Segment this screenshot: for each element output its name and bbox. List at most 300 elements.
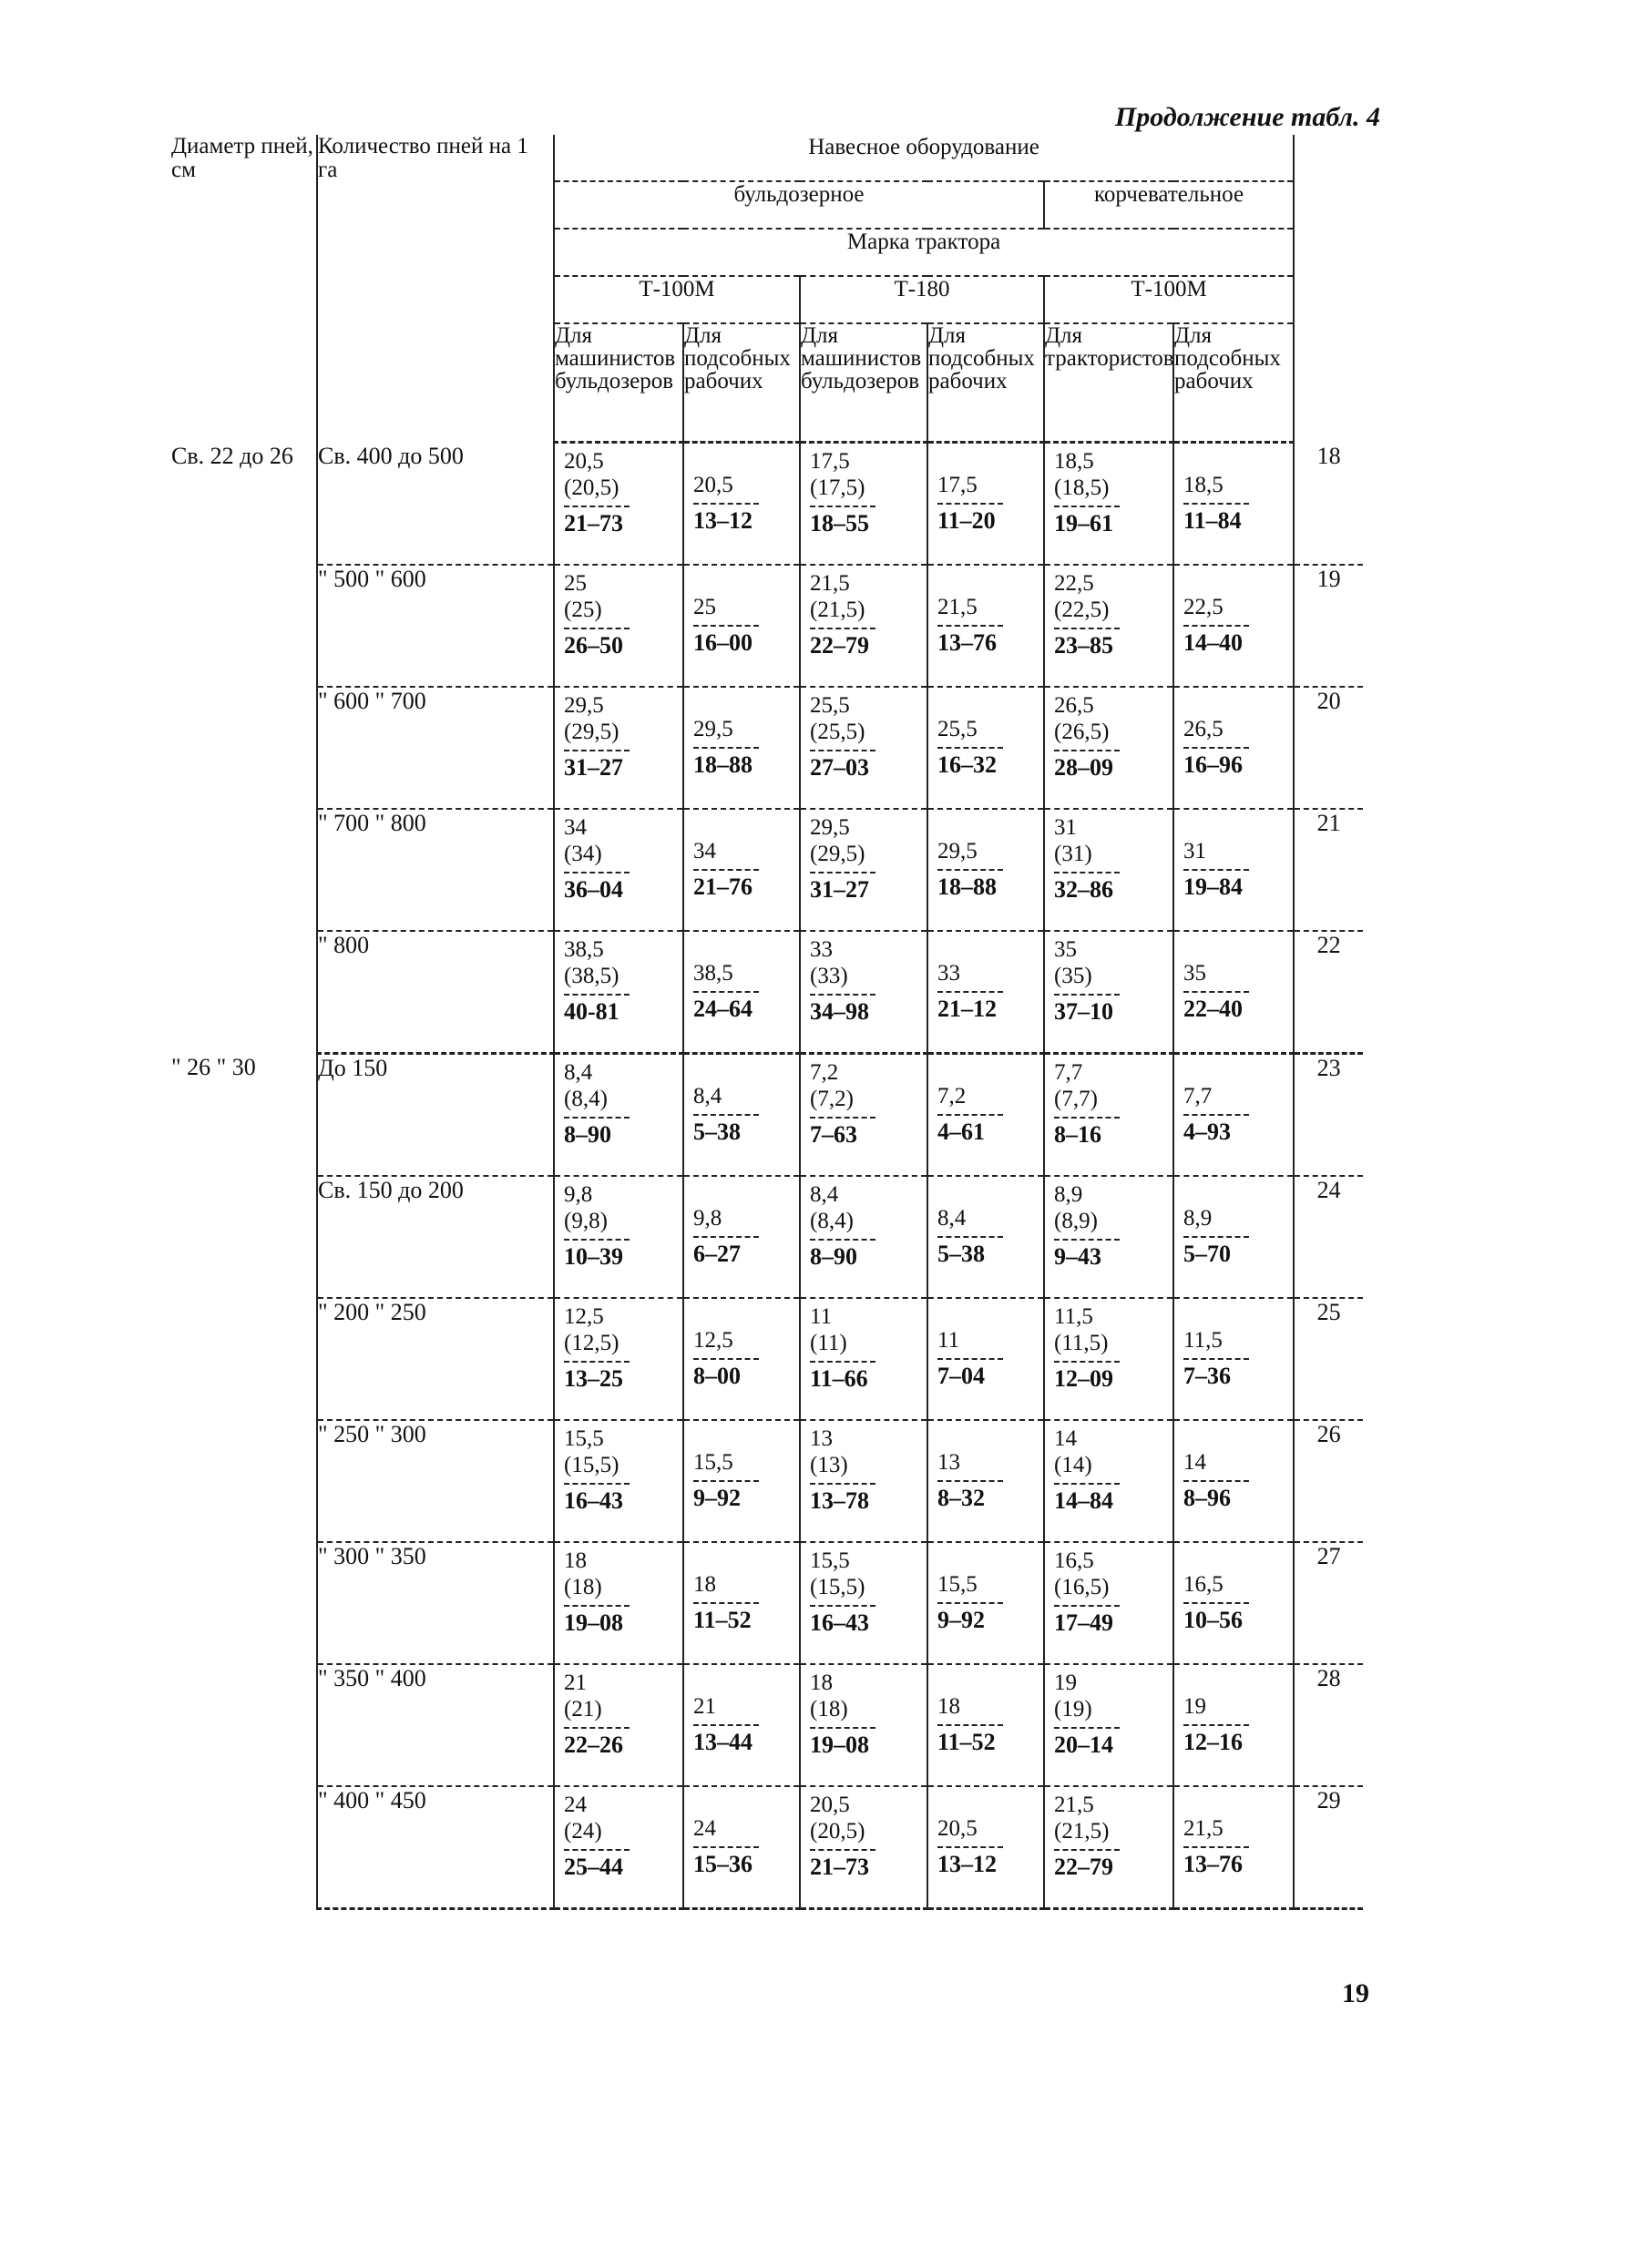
norm-value-paren: (9,8) [564, 1209, 608, 1233]
norm-cell [1044, 931, 1173, 1054]
table-row [171, 443, 1363, 566]
stump-count-cell: " 500 " 600 [317, 565, 554, 687]
norm-value: 11 [937, 1328, 960, 1353]
fraction-line [564, 994, 630, 996]
norm-cell [927, 1786, 1044, 1909]
table-caption: Продолжение табл. 4 [1114, 102, 1380, 132]
norm-value-paren: (18) [810, 1697, 848, 1721]
fraction-line [1054, 1239, 1120, 1241]
norm-value-paren: (8,4) [810, 1209, 854, 1233]
fraction-line [810, 1117, 875, 1119]
fraction-line [1183, 1846, 1249, 1848]
norm-value: 26,5 [1054, 693, 1094, 718]
rate-value: 32–86 [1054, 876, 1113, 903]
norm-cell [1044, 809, 1173, 931]
rate-value: 16–43 [810, 1609, 869, 1636]
fraction-line [1054, 628, 1120, 629]
row-number: 25 [1294, 1298, 1363, 1420]
norm-value: 8,4 [693, 1084, 722, 1108]
norm-cell [800, 1786, 927, 1909]
norm-cell [927, 1054, 1044, 1177]
norm-cell [927, 1420, 1044, 1542]
norm-cell [554, 565, 683, 687]
row-number: 18 [1294, 443, 1363, 566]
rate-value: 7–63 [810, 1121, 857, 1148]
fraction-line [810, 750, 875, 751]
fraction-line [1183, 1358, 1249, 1360]
norm-value: 13 [810, 1426, 833, 1451]
rate-value: 16–00 [693, 629, 753, 656]
rate-value: 26–50 [564, 632, 623, 659]
rate-value: 11–20 [937, 507, 996, 534]
norm-value-paren: (22,5) [1054, 598, 1110, 622]
rate-value: 8–16 [1054, 1121, 1101, 1148]
norm-value: 17,5 [937, 473, 978, 497]
fraction-line [1183, 991, 1249, 993]
table-row [171, 1420, 1363, 1542]
norm-value: 18,5 [1183, 473, 1224, 497]
norm-cell [1173, 1298, 1294, 1420]
fraction-line [1183, 1480, 1249, 1482]
row-number: 28 [1294, 1664, 1363, 1786]
norm-cell [683, 1664, 800, 1786]
norm-value: 7,7 [1183, 1084, 1213, 1108]
rate-value: 25–44 [564, 1854, 623, 1880]
fraction-line [693, 1358, 759, 1360]
norm-cell [554, 931, 683, 1054]
norm-value: 15,5 [564, 1426, 604, 1451]
rate-value: 21–12 [937, 996, 997, 1022]
norm-cell [554, 1786, 683, 1909]
table-row [171, 809, 1363, 931]
stump-count-cell: Св. 400 до 500 [317, 443, 554, 566]
norm-cell [800, 931, 927, 1054]
fraction-line [564, 1849, 630, 1851]
row-number: 21 [1294, 809, 1363, 931]
norm-cell [1173, 1176, 1294, 1298]
rate-value: 21–76 [693, 873, 753, 900]
fraction-line [564, 1483, 630, 1485]
stump-count-cell: " 400 " 450 [317, 1786, 554, 1909]
fraction-line [937, 625, 1003, 627]
norm-value-paren: (11,5) [1054, 1331, 1109, 1355]
norm-cell [554, 1664, 683, 1786]
rate-value: 21–73 [810, 1854, 869, 1880]
norm-value-paren: (18) [564, 1575, 602, 1599]
fraction-line [1183, 1236, 1249, 1238]
table-row [171, 1298, 1363, 1420]
rate-value: 31–27 [564, 754, 623, 781]
rate-value: 18–88 [937, 873, 997, 900]
norm-value-paren: (8,9) [1054, 1209, 1098, 1233]
norm-cell [1173, 565, 1294, 687]
norm-value: 12,5 [564, 1304, 604, 1329]
rate-value: 17–49 [1054, 1609, 1113, 1636]
fraction-line [693, 1724, 759, 1726]
norm-cell [1044, 1054, 1173, 1177]
norm-cell [800, 565, 927, 687]
fraction-line [693, 747, 759, 749]
norm-value-paren: (20,5) [810, 1819, 865, 1844]
row-number: 19 [1294, 565, 1363, 687]
rate-value: 22–79 [810, 632, 869, 659]
rate-value: 16–43 [564, 1487, 623, 1514]
norm-cell [800, 809, 927, 931]
rate-value: 23–85 [1054, 632, 1113, 659]
norm-value: 16,5 [1054, 1548, 1094, 1573]
fraction-line [1183, 869, 1249, 871]
norm-cell [1044, 565, 1173, 687]
norm-value: 29,5 [693, 717, 733, 741]
header-count: Количество пней на 1 га [317, 135, 554, 443]
norm-value: 26,5 [1183, 717, 1224, 741]
norm-value: 21 [564, 1670, 587, 1695]
norm-value: 25,5 [937, 717, 978, 741]
norm-cell [1044, 687, 1173, 809]
norm-value: 8,4 [810, 1182, 839, 1207]
norm-value: 14 [1183, 1450, 1206, 1475]
rate-value: 13–76 [1183, 1851, 1243, 1877]
rate-value: 11–52 [937, 1729, 996, 1755]
norm-value: 35 [1054, 937, 1077, 962]
row-number: 26 [1294, 1420, 1363, 1542]
norm-cell [554, 687, 683, 809]
norm-value-paren: (26,5) [1054, 720, 1110, 744]
norm-cell [1044, 1786, 1173, 1909]
row-number: 23 [1294, 1054, 1363, 1177]
norm-value: 21,5 [937, 595, 978, 619]
rate-value: 18–55 [810, 510, 869, 536]
stump-count-cell: " 300 " 350 [317, 1542, 554, 1664]
norm-cell [927, 1298, 1044, 1420]
rate-value: 16–32 [937, 751, 997, 778]
table-body [171, 443, 1363, 1909]
norm-value-paren: (31) [1054, 842, 1092, 866]
fraction-line [937, 1480, 1003, 1482]
norm-value: 29,5 [937, 839, 978, 863]
norm-cell [1173, 931, 1294, 1054]
rate-value: 8–90 [564, 1121, 611, 1148]
row-number: 24 [1294, 1176, 1363, 1298]
norm-value: 24 [693, 1816, 716, 1841]
norm-value: 19 [1054, 1670, 1077, 1695]
rate-value: 13–12 [937, 1851, 997, 1877]
norm-value-paren: (20,5) [564, 475, 619, 500]
fraction-line [1183, 1724, 1249, 1726]
table-row [171, 931, 1363, 1054]
rate-value: 36–04 [564, 876, 623, 903]
norm-value: 18 [810, 1670, 833, 1695]
header-diameter: Диаметр пней, см [171, 135, 317, 443]
fraction-line [1054, 994, 1120, 996]
header-tractor-brand: Марка трактора [554, 229, 1294, 276]
header-row-number [1294, 135, 1363, 443]
fraction-line [937, 1846, 1003, 1848]
norm-cell [683, 809, 800, 931]
rate-value: 34–98 [810, 998, 869, 1025]
header-sub-4: Для подсобных рабочих [927, 323, 1044, 443]
norm-value: 18 [937, 1694, 960, 1719]
norm-cell [683, 1054, 800, 1177]
header-equipment: Навесное оборудование [554, 135, 1294, 181]
fraction-line [810, 1605, 875, 1607]
norm-value: 8,4 [937, 1206, 967, 1231]
fraction-line [1054, 506, 1120, 507]
norm-value-paren: (21,5) [1054, 1819, 1110, 1844]
diameter-cell: Св. 22 до 26 [171, 443, 317, 1054]
header-uprooter: корчевательное [1044, 181, 1294, 229]
fraction-line [1054, 1727, 1120, 1729]
rate-value: 8–32 [937, 1485, 985, 1511]
norm-value-paren: (15,5) [810, 1575, 865, 1599]
norm-cell [1173, 1420, 1294, 1542]
norm-cell [927, 809, 1044, 931]
norm-value-paren: (25) [564, 598, 602, 622]
rate-value: 19–08 [564, 1609, 623, 1636]
norm-value-paren: (21) [564, 1697, 602, 1721]
rate-value: 6–27 [693, 1241, 741, 1267]
norm-cell [683, 1542, 800, 1664]
fraction-line [693, 1602, 759, 1604]
rate-value: 15–36 [693, 1851, 753, 1877]
norm-value: 11 [810, 1304, 833, 1329]
norm-value-paren: (7,2) [810, 1087, 854, 1111]
fraction-line [1054, 1849, 1120, 1851]
norm-value: 8,4 [564, 1060, 593, 1085]
norm-cell [800, 1420, 927, 1542]
norm-value-paren: (13) [810, 1453, 848, 1477]
fraction-line [564, 1117, 630, 1119]
rate-value: 22–79 [1054, 1854, 1113, 1880]
fraction-line [1183, 747, 1249, 749]
rate-value: 8–00 [693, 1363, 741, 1389]
fraction-line [564, 1239, 630, 1241]
norm-value: 25 [693, 595, 716, 619]
norm-cell [800, 1298, 927, 1420]
norm-cell [683, 687, 800, 809]
fraction-line [1054, 1605, 1120, 1607]
norm-cell [1044, 1664, 1173, 1786]
norm-value: 33 [810, 937, 833, 962]
table-row [171, 1786, 1363, 1909]
norm-value: 34 [693, 839, 716, 863]
norm-cell [554, 443, 683, 566]
norm-cell [554, 809, 683, 931]
norm-cell [927, 1176, 1044, 1298]
norm-value: 38,5 [564, 937, 604, 962]
rate-value: 11–66 [810, 1365, 868, 1392]
rate-value: 31–27 [810, 876, 869, 903]
row-number: 29 [1294, 1786, 1363, 1909]
header-t100m-uprooter: Т-100М [1044, 276, 1294, 323]
rate-value: 11–52 [693, 1607, 752, 1633]
rate-value: 13–44 [693, 1729, 753, 1755]
rate-value: 27–03 [810, 754, 869, 781]
norm-value-paren: (25,5) [810, 720, 865, 744]
norm-value: 7,7 [1054, 1060, 1083, 1085]
stump-count-cell: До 150 [317, 1054, 554, 1177]
table-row [171, 565, 1363, 687]
norm-cell [1173, 809, 1294, 931]
fraction-line [1183, 1114, 1249, 1116]
norm-value: 38,5 [693, 961, 733, 986]
header-sub-6: Для подсобных рабочих [1173, 323, 1294, 443]
norm-value: 12,5 [693, 1328, 733, 1353]
norm-cell [927, 565, 1044, 687]
fraction-line [564, 628, 630, 629]
rate-value: 13–78 [810, 1487, 869, 1514]
norm-value: 35 [1183, 961, 1206, 986]
norm-cell [927, 443, 1044, 566]
fraction-line [564, 1605, 630, 1607]
fraction-line [564, 1727, 630, 1729]
fraction-line [937, 991, 1003, 993]
norm-value: 7,2 [937, 1084, 967, 1108]
rate-value: 5–38 [937, 1241, 985, 1267]
norm-cell [554, 1054, 683, 1177]
norm-value: 22,5 [1183, 595, 1224, 619]
norm-cell [927, 1542, 1044, 1664]
fraction-line [937, 503, 1003, 505]
norm-cell [1173, 687, 1294, 809]
fraction-line [1054, 1483, 1120, 1485]
norm-value: 15,5 [810, 1548, 850, 1573]
fraction-line [810, 628, 875, 629]
norm-cell [1173, 1786, 1294, 1909]
norm-value-paren: (18,5) [1054, 475, 1110, 500]
header-sub-3: Для машинистов бульдозеров [800, 323, 927, 443]
norm-value: 11,5 [1183, 1328, 1223, 1353]
norm-value: 20,5 [693, 473, 733, 497]
norm-value: 18,5 [1054, 449, 1094, 474]
fraction-line [693, 1114, 759, 1116]
norm-value-paren: (29,5) [810, 842, 865, 866]
rate-value: 10–56 [1183, 1607, 1243, 1633]
norm-value: 13 [937, 1450, 960, 1475]
rate-value: 10–39 [564, 1243, 623, 1270]
norm-cell [800, 687, 927, 809]
fraction-line [693, 1480, 759, 1482]
fraction-line [564, 750, 630, 751]
fraction-line [937, 1602, 1003, 1604]
fraction-line [937, 1114, 1003, 1116]
fraction-line [1183, 1602, 1249, 1604]
norm-value: 31 [1183, 839, 1206, 863]
norms-table [171, 135, 1363, 1910]
header-sub-5: Для трактористов [1044, 323, 1173, 443]
fraction-line [810, 1361, 875, 1363]
row-number: 22 [1294, 931, 1363, 1054]
norm-cell [554, 1176, 683, 1298]
rate-value: 19–84 [1183, 873, 1243, 900]
rate-value: 7–36 [1183, 1363, 1231, 1389]
norm-value: 8,9 [1183, 1206, 1213, 1231]
norm-value: 19 [1183, 1694, 1206, 1719]
norm-value: 25 [564, 571, 587, 596]
norm-cell [683, 1176, 800, 1298]
norm-value: 21,5 [1054, 1793, 1094, 1817]
rate-value: 7–04 [937, 1363, 985, 1389]
norm-value-paren: (11) [810, 1331, 847, 1355]
fraction-line [937, 1724, 1003, 1726]
rate-value: 8–90 [810, 1243, 857, 1270]
table-row [171, 1664, 1363, 1786]
fraction-line [1183, 625, 1249, 627]
fraction-line [810, 1727, 875, 1729]
norm-cell [554, 1420, 683, 1542]
norm-value-paren: (15,5) [564, 1453, 619, 1477]
rate-value: 12–16 [1183, 1729, 1243, 1755]
fraction-line [810, 1483, 875, 1485]
norm-value: 21,5 [810, 571, 850, 596]
rate-value: 24–64 [693, 996, 753, 1022]
norm-cell [1044, 1420, 1173, 1542]
norm-value: 14 [1054, 1426, 1077, 1451]
norm-value: 20,5 [810, 1793, 850, 1817]
row-number: 20 [1294, 687, 1363, 809]
rate-value: 22–26 [564, 1732, 623, 1758]
norm-value-paren: (17,5) [810, 475, 865, 500]
rate-value: 9–43 [1054, 1243, 1101, 1270]
table-row [171, 1542, 1363, 1664]
page-number: 19 [1342, 1978, 1369, 2008]
norm-value: 29,5 [564, 693, 604, 718]
norm-value-paren: (29,5) [564, 720, 619, 744]
stump-count-cell: " 800 [317, 931, 554, 1054]
header-sub-2: Для подсобных рабочих [683, 323, 800, 443]
norm-value: 9,8 [693, 1206, 722, 1231]
norm-cell [800, 1664, 927, 1786]
norm-value-paren: (8,4) [564, 1087, 608, 1111]
norm-value: 29,5 [810, 815, 850, 840]
stump-count-cell: Св. 150 до 200 [317, 1176, 554, 1298]
fraction-line [810, 994, 875, 996]
norm-cell [1173, 1542, 1294, 1664]
fraction-line [693, 991, 759, 993]
stump-count-cell: " 700 " 800 [317, 809, 554, 931]
norm-cell [800, 1054, 927, 1177]
rate-value: 14–84 [1054, 1487, 1113, 1514]
table-row [171, 1176, 1363, 1298]
norm-value: 16,5 [1183, 1572, 1224, 1597]
norm-cell [1044, 1542, 1173, 1664]
rate-value: 16–96 [1183, 751, 1243, 778]
stump-count-cell: " 250 " 300 [317, 1420, 554, 1542]
norm-value-paren: (24) [564, 1819, 602, 1844]
norm-value: 7,2 [810, 1060, 839, 1085]
fraction-line [810, 872, 875, 873]
rate-value: 40-81 [564, 998, 619, 1025]
rate-value: 19–08 [810, 1732, 869, 1758]
norm-value-paren: (16,5) [1054, 1575, 1110, 1599]
norm-value-paren: (7,7) [1054, 1087, 1098, 1111]
norm-cell [683, 1298, 800, 1420]
norm-value-paren: (12,5) [564, 1331, 619, 1355]
fraction-line [564, 1361, 630, 1363]
fraction-line [693, 1846, 759, 1848]
norm-cell [1173, 1664, 1294, 1786]
rate-value: 28–09 [1054, 754, 1113, 781]
norm-value: 17,5 [810, 449, 850, 474]
fraction-line [693, 503, 759, 505]
norm-value: 15,5 [693, 1450, 733, 1475]
norm-cell [554, 1298, 683, 1420]
norm-value: 24 [564, 1793, 587, 1817]
rate-value: 13–12 [693, 507, 753, 534]
table-row [171, 687, 1363, 809]
fraction-line [693, 625, 759, 627]
norm-value-paren: (33) [810, 964, 848, 988]
